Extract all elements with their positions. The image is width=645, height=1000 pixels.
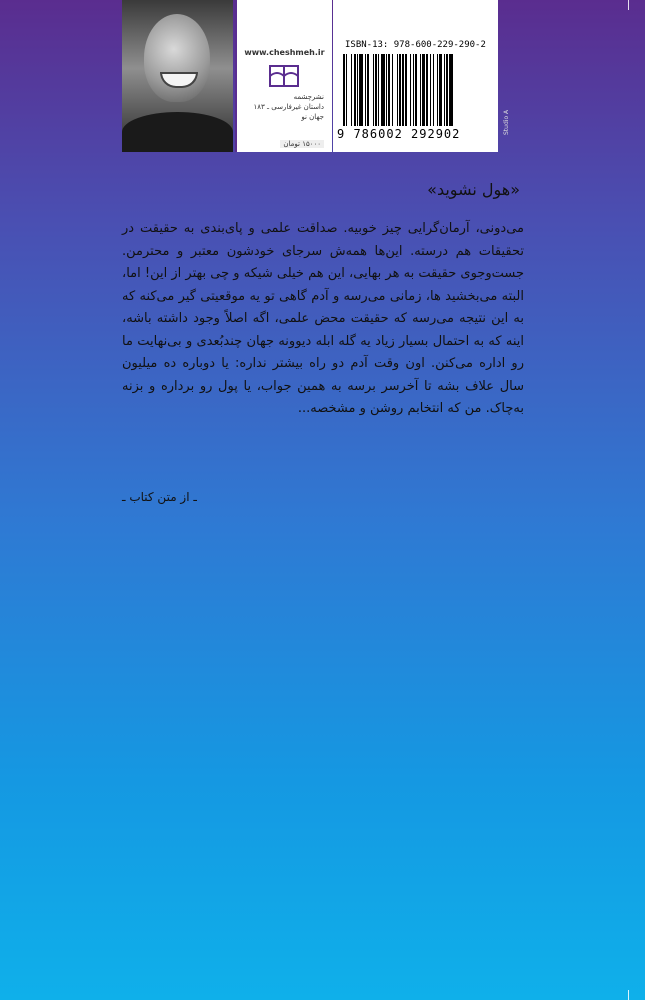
quote-source [122,490,524,504]
quote-title: «هول نشوید» [427,180,520,199]
isbn-label: ISBN-13: 978-600-229-290-2 [345,40,486,50]
barcode [343,54,488,126]
crop-mark-bottom [628,990,629,1000]
series-line-2: جهان نو [301,113,324,121]
author-face [144,14,210,102]
publisher-panel [235,0,332,152]
barcode-panel [333,0,498,152]
price-tag: ۱۵۰۰۰ تومان [280,140,324,148]
quote-body: می‌دونی، آرمان‌گرایی چیز خوبیه. صداقت علمی و پای‌بندی به حقیقت در تحقیقات هم درسته. این‌ها همه‌ش سرجای خودشون معتبر و محترمن. جست‌وجوی حقیقت به هر بهایی، این هم خیلی شیکه و چی بهتر از این! اما، البته می‌بخشید ها، زمانی می‌رسه و آدم گاهی تو یه موقعیتی گیر می‌کنه که به این نتیجه می‌رسه که حقیقت محض علمی، اگه اصلاً وجود داشته باشه، اینه که به احتمال بسیار زیاد یه گله ابله دیوونه جهان چندبُعدی و بی‌نهایت ما رو اداره می‌کنن. اون وقت آدم دو راه بیشتر نداره: یا دوباره ده میلیون سال علاف بشه تا آخرسر برسه به همین جواب، یا پول رو برداره و بزنه به‌چاک. من که انتخابم روشن و مشخصه... [122,221,524,416]
barcode-stripe [453,54,454,126]
barcode-digits: 9 786002 292902 [337,127,461,141]
author-shoulders [122,112,233,152]
publisher-url: www.cheshmeh.ir [244,48,325,57]
quote-source-text: ـ از متن کتاب ـ [122,490,197,504]
crop-mark-top [628,0,629,10]
series-line-1: داستان غیرفارسی ـ ۱۸۳ [253,103,324,111]
series-info [253,92,324,122]
publisher-logo-icon [267,62,301,88]
studio-credit: Studio A [503,109,510,135]
publisher-label: نشرچشمه [293,93,324,101]
author-photo [122,0,233,152]
